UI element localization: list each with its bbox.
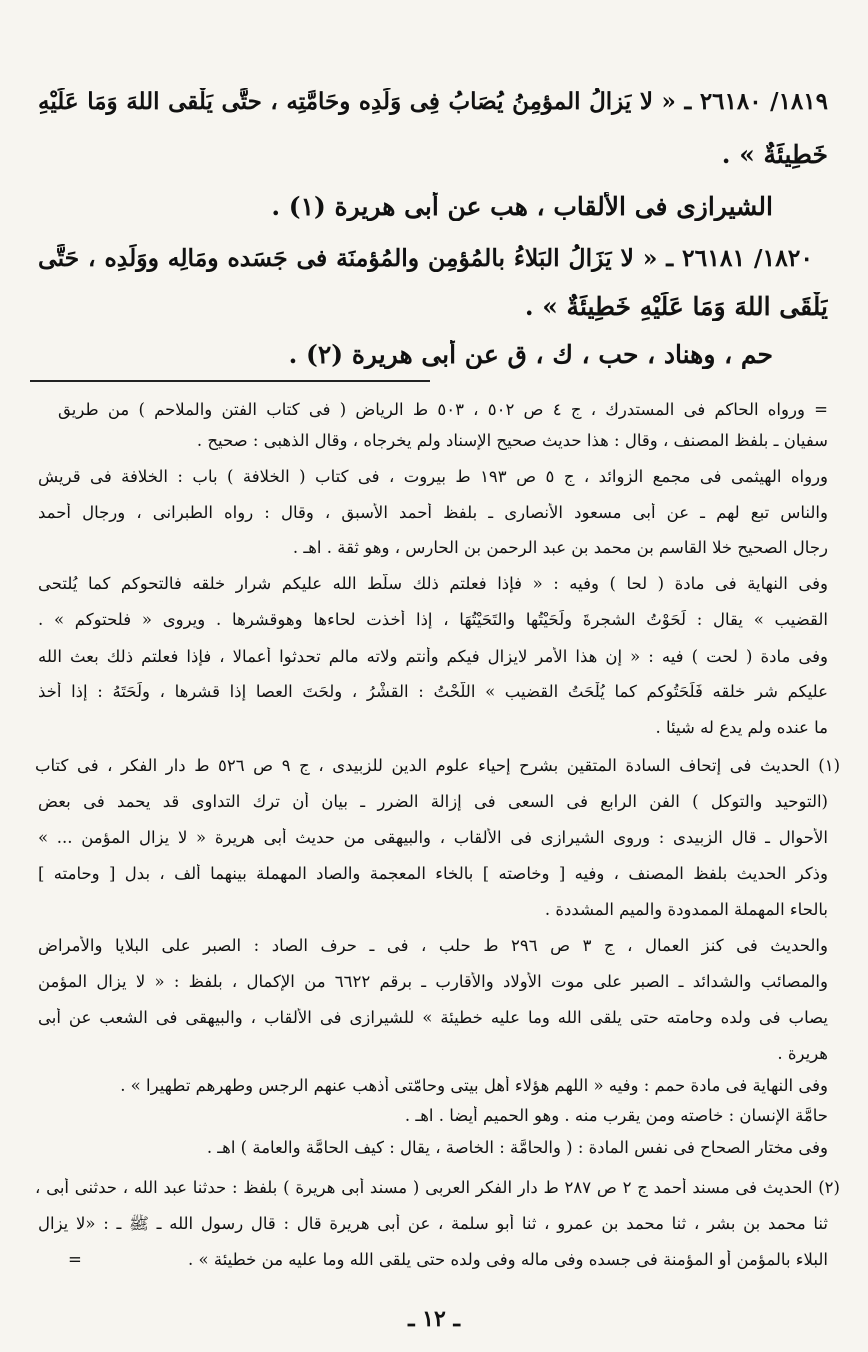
continuation-mark: = bbox=[68, 1250, 82, 1269]
footnote-1-line: (١) الحديث فى إتحاف السادة المتقين بشرح إحياء علوم الدين للزبيدى ، ج ٩ ص ٥٢٦ ط دار الفكر ، فى كتاب bbox=[35, 756, 840, 775]
hadith-1820-line-1: ١٨٢٠/ ٢٦١٨١ ـ « لا يَزَالُ البَلاءُ بالمُؤمِن والمُؤمنَة فى جَسَده ومَالِه ووَلَدِه ، حَتَّى bbox=[38, 244, 813, 272]
footnote-line: القضيب » يقال : لَحَوْتُ الشجرةَ ولَحَيْتُها والتَحَيْتُهَا ، إذا أخذت لحاءها وهوقشرها . ويروى « فلحتوكم » . bbox=[38, 610, 828, 629]
footnote-2-line: (٢) الحديث فى مسند أحمد ج ٢ ص ٢٨٧ ط دار الفكر العربى ( مسند أبى هريرة ) بلفظ : حدثنا عبد الله ، حدثنى أبى ، bbox=[35, 1178, 840, 1197]
footnote-2-line: ثنا محمد بن بشر ، ثنا محمد بن عمرو ، ثنا أبو سلمة ، عن أبى هريرة قال : قال رسول الله ـ ﷺ ـ : «لا يزال bbox=[38, 1214, 828, 1233]
hadith-1819-source: الشيرازى فى الألقاب ، هب عن أبى هريرة (١) . bbox=[271, 192, 773, 221]
footnote-1-line: يصاب فى ولده وحامته حتى يلقى الله وما عليه خطيئة » للشيرازى فى الألقاب ، والبيهقى فى الشعب عن أبى bbox=[38, 1008, 828, 1027]
footnote-line: ما عنده ولم يدع له شيئا . bbox=[655, 718, 828, 737]
footnote-divider bbox=[30, 380, 430, 382]
footnote-1-line: والمصائب والشدائد ـ الصبر على موت الأولاد والأقارب ـ برقم ٦٦٢٢ من الإكمال ، بلفظ : « لا يزال المؤمن bbox=[38, 972, 828, 991]
footnote-1-line: (التوحيد والتوكل ) الفن الرابع فى السعى فى إزالة الضرر ـ بيان أن ترك التداوى قد يحمد فى بعض bbox=[38, 792, 828, 811]
footnote-line: وفى مادة ( لحت ) فيه : « إن هذا الأمر لايزال فيكم وأنتم ولاته مالم تحدثوا أعمالا ، فإذا فعلتم ذلك بعث الله bbox=[38, 647, 828, 666]
footnote-1-line: حامَّة الإنسان : خاصته ومن يقرب منه . وهو الحميم أيضا . اهـ . bbox=[404, 1106, 828, 1125]
hadith-1819-line-1: ١٨١٩/ ٢٦١٨٠ ـ « لا يَزالُ المؤمِنُ يُصَابُ فِى وَلَدِه وحَامَّتِه ، حتَّى يَلْقى اللهَ وَمَا عَلَيْهِ bbox=[38, 88, 828, 115]
footnote-1-line: بالحاء المهملة الممدودة والميم المشددة . bbox=[544, 900, 828, 919]
footnote-line: سفيان ـ بلفظ المصنف ، وقال : هذا حديث صحيح الإسناد ولم يخرجاه ، وقال الذهبى : صحيح . bbox=[196, 431, 828, 450]
footnote-line: = ورواه الحاكم فى المستدرك ، ج ٤ ص ٥٠٢ ، ٥٠٣ ط الرياض ( فى كتاب الفتن والملاحم ) من طريق bbox=[58, 400, 828, 419]
footnote-2-line: البلاء بالمؤمن أو المؤمنة فى جسده وفى ماله وفى ولده حتى يلقى الله وما عليه من خطيئة » . bbox=[188, 1250, 828, 1269]
footnote-1-line: هريرة . bbox=[777, 1044, 828, 1063]
footnote-1-line: الأحوال ـ قال الزبيدى : وروى الشيرازى فى الألقاب ، والبيهقى من حديث أبى هريرة « لا يزال المؤمن ... » bbox=[38, 828, 828, 847]
footnote-line: ورواه الهيثمى فى مجمع الزوائد ، ج ٥ ص ١٩٣ ط بيروت ، فى كتاب ( الخلافة ) باب : الخلافة فى قريش bbox=[38, 467, 828, 486]
hadith-1820-source: حم ، وهناد ، حب ، ك ، ق عن أبى هريرة (٢) . bbox=[288, 340, 773, 369]
footnote-line: والناس تبع لهم ـ عن أبى مسعود الأنصارى ـ بلفظ أحمد الأسبق ، وقال : رواه الطبرانى ، ورجال أحمد bbox=[38, 503, 828, 522]
hadith-1820-line-2: يَلْقَى اللهَ وَمَا عَلَيْهِ خَطِيئَةٌ » . bbox=[524, 292, 828, 321]
footnote-line: وفى النهاية فى مادة ( لحا ) وفيه : « فإذا فعلتم ذلك سلّط الله عليكم شرار خلقه فالتحوكم كما يُلتحى bbox=[38, 574, 828, 593]
hadith-1819-line-2: خَطِيئَةٌ » . bbox=[721, 140, 828, 169]
footnote-line: عليكم شر خلقه فَلَحَتُوكم كما يُلْحَتُ القضيب » اللَّحْتُ : القشْرُ ، ولحَتَ العصا إذا قشرها ، ولَحَتَهُ : إذا أخذ bbox=[38, 682, 828, 701]
footnote-1-line: والحديث فى كنز العمال ، ج ٣ ص ٢٩٦ ط حلب ، فى ـ حرف الصاد : الصبر على البلايا والأمراض bbox=[38, 936, 828, 955]
footnote-1-line: وفى مختار الصحاح فى نفس المادة : ( والحامَّة : الخاصة ، يقال : كيف الحامَّة والعامة ) اهـ . bbox=[206, 1138, 828, 1157]
page-number: ـ ١٢ ـ bbox=[408, 1306, 460, 1332]
footnote-1-line: وذكر الحديث بلفظ المصنف ، وفيه [ وخاصته ] بالخاء المعجمة والصاد المهملة بينهما ألف ، بدل [ وحامته ] bbox=[38, 864, 828, 883]
footnote-line: رجال الصحيح خلا القاسم بن محمد بن عبد الرحمن بن الحارس ، وهو ثقة . اهـ . bbox=[292, 538, 828, 557]
footnote-1-line: وفى النهاية فى مادة حمم : وفيه « اللهم هؤلاء أهل بيتى وحامّتى أذهب عنهم الرجس وطهرهم تطهيرا » . bbox=[120, 1076, 828, 1095]
